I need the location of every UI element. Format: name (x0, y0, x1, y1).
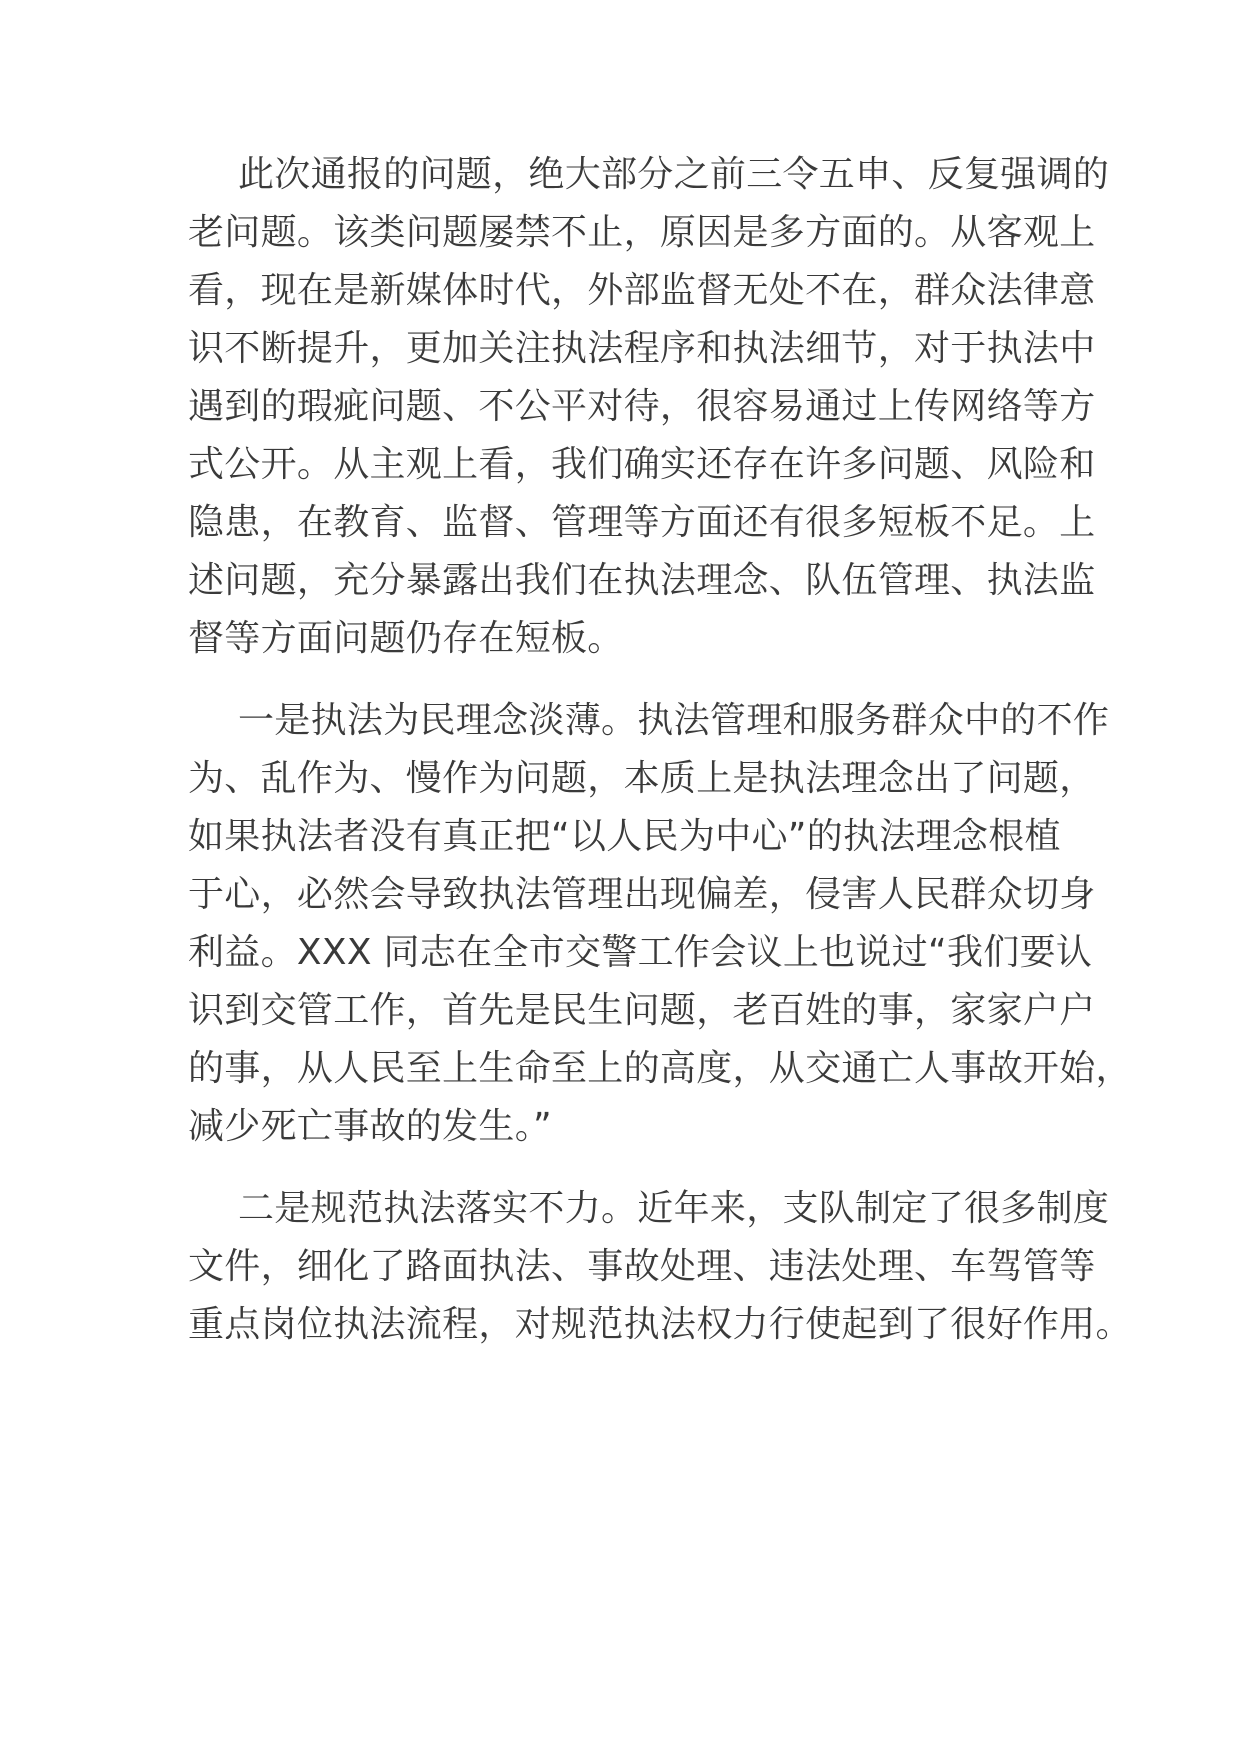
paragraph-1-line-4: 识不断提升，更加关注执法程序和执法细节，对于执法中 (188, 328, 1096, 369)
paragraph-2-line-3: 如果执法者没有真正把“以人民为中心”的执法理念根植 (188, 816, 1061, 857)
paragraph-2-line-5: 利益。XXX 同志在全市交警工作会议上也说过“我们要认 (188, 932, 1093, 973)
paragraph-1-line-6: 式公开。从主观上看，我们确实还存在许多问题、风险和 (188, 444, 1096, 485)
paragraph-2-line-4: 于心，必然会导致执法管理出现偏差，侵害人民群众切身 (188, 874, 1096, 915)
paragraph-1-line-2: 老问题。该类问题屡禁不止，原因是多方面的。从客观上 (188, 212, 1096, 253)
paragraph-2-line-7: 的事，从人民至上生命至上的高度，从交通亡人事故开始， (188, 1048, 1132, 1089)
paragraph-1-line-5: 遇到的瑕疵问题、不公平对待，很容易通过上传网络等方 (188, 386, 1096, 427)
paragraph-3-line-3: 重点岗位执法流程，对规范执法权力行使起到了很好作用。 (188, 1304, 1132, 1345)
paragraph-2-line-1: 一是执法为民理念淡薄。执法管理和服务群众中的不作 (238, 700, 1110, 741)
paragraph-2-line-2: 为、乱作为、慢作为问题，本质上是执法理念出了问题， (188, 758, 1096, 799)
paragraph-2-line-8: 减少死亡事故的发生。” (188, 1106, 552, 1147)
paragraph-1-line-1: 此次通报的问题，绝大部分之前三令五申、反复强调的 (238, 154, 1110, 195)
paragraph-2-line-6: 识到交管工作，首先是民生问题，老百姓的事，家家户户 (188, 990, 1096, 1031)
paragraph-1-line-9: 督等方面问题仍存在短板。 (188, 618, 624, 659)
paragraph-1-line-8: 述问题，充分暴露出我们在执法理念、队伍管理、执法监 (188, 560, 1096, 601)
paragraph-1-line-3: 看，现在是新媒体时代，外部监督无处不在，群众法律意 (188, 270, 1096, 311)
paragraph-1-line-7: 隐患，在教育、监督、管理等方面还有很多短板不足。上 (188, 502, 1096, 543)
paragraph-3-line-1: 二是规范执法落实不力。近年来，支队制定了很多制度 (238, 1188, 1110, 1229)
paragraph-3-line-2: 文件，细化了路面执法、事故处理、违法处理、车驾管等 (188, 1246, 1096, 1287)
